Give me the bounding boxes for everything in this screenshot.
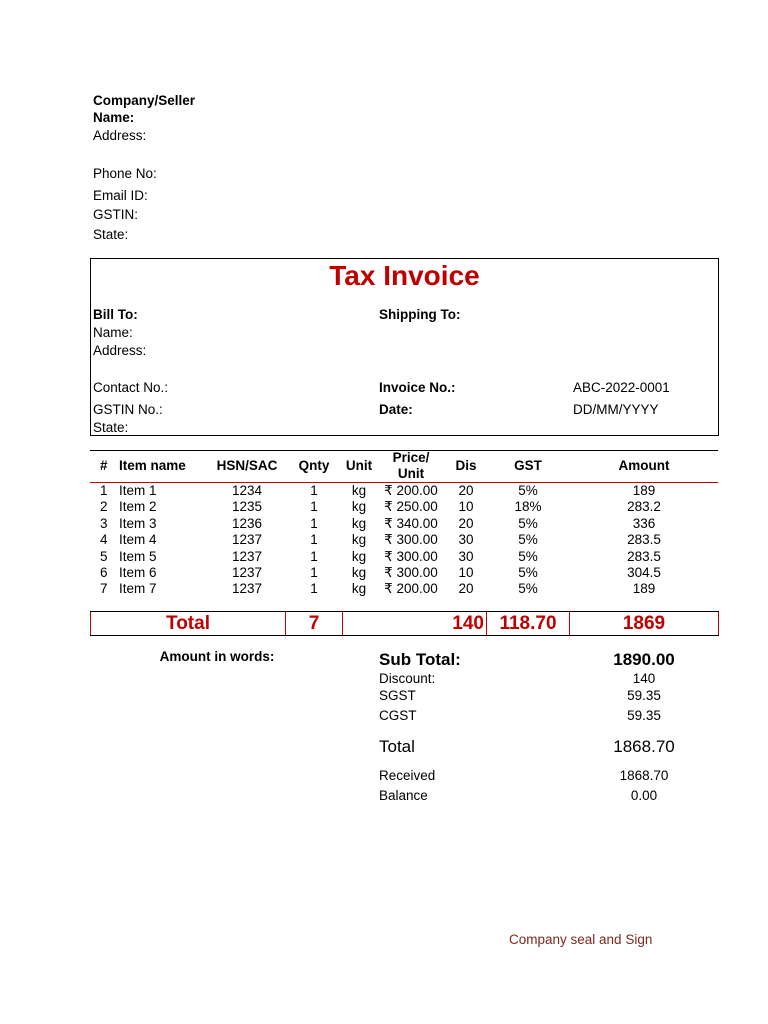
row-qty: 1 (310, 565, 318, 580)
bill-gstin-label: GSTIN No.: (93, 402, 163, 417)
grand-total-value: 1868.70 (613, 737, 675, 756)
bill-name-label: Name: (93, 325, 133, 340)
row-dis: 30 (458, 549, 474, 564)
total-gst: 118.70 (499, 613, 557, 634)
balance-value: 0.00 (630, 788, 658, 803)
row-hsn: 1237 (231, 532, 263, 547)
invoice-date-label: Date: (379, 402, 413, 417)
row-gst: 5% (518, 483, 538, 498)
header-unit: Unit (345, 458, 373, 473)
invoice-no-value: ABC-2022-0001 (573, 380, 670, 395)
total-divider (569, 611, 570, 636)
row-gst: 5% (518, 581, 538, 596)
row-amount: 283.2 (627, 499, 661, 514)
row-qty: 1 (310, 499, 318, 514)
invoice-title: Tax Invoice (329, 260, 480, 291)
bill-state-label: State: (93, 420, 129, 435)
shipping-to-label: Shipping To: (379, 307, 461, 322)
row-dis: 20 (458, 516, 474, 531)
row-dis: 10 (458, 565, 474, 580)
grand-total-label: Total (379, 737, 415, 756)
table-row (90, 483, 718, 499)
invoice-date-value: DD/MM/YYYY (573, 402, 659, 417)
row-num: 7 (100, 581, 108, 596)
header-amount: Amount (618, 458, 670, 473)
row-unit: kg (351, 483, 367, 498)
row-hsn: 1235 (231, 499, 263, 514)
row-price: ₹ 200.00 (384, 483, 438, 498)
row-amount: 283.5 (627, 532, 661, 547)
invoice-no-label: Invoice No.: (379, 380, 456, 395)
row-item: Item 2 (119, 499, 157, 514)
total-row-top-edge (90, 611, 719, 612)
total-dis: 140 (452, 613, 484, 634)
seller-state-label: State: (93, 227, 129, 242)
table-row (90, 549, 718, 565)
row-dis: 30 (458, 532, 474, 547)
row-unit: kg (351, 581, 367, 596)
row-unit: kg (351, 516, 367, 531)
header-dis: Dis (455, 458, 477, 473)
total-amount: 1869 (622, 613, 666, 634)
total-divider (285, 611, 286, 636)
header-price-line1: Price/ (392, 450, 430, 465)
row-dis: 10 (458, 499, 474, 514)
row-num: 5 (100, 549, 108, 564)
company-seal-sign: Company seal and Sign (509, 932, 653, 947)
header-item: Item name (119, 458, 186, 473)
row-hsn: 1237 (231, 565, 263, 580)
row-hsn: 1234 (231, 483, 263, 498)
table-row (90, 581, 718, 597)
row-unit: kg (351, 499, 367, 514)
row-item: Item 5 (119, 549, 157, 564)
total-divider (486, 611, 487, 636)
sgst-label: SGST (379, 688, 416, 703)
row-qty: 1 (310, 483, 318, 498)
row-amount: 189 (632, 483, 656, 498)
header-hsn: HSN/SAC (216, 458, 278, 473)
cgst-label: CGST (379, 708, 417, 723)
header-price-line2: Unit (397, 466, 425, 481)
row-num: 2 (100, 499, 108, 514)
row-hsn: 1237 (231, 549, 263, 564)
sub-total-label: Sub Total: (379, 650, 461, 669)
bill-contact-label: Contact No.: (93, 380, 169, 395)
row-hsn: 1237 (231, 581, 263, 596)
row-amount: 336 (632, 516, 656, 531)
row-gst: 5% (518, 565, 538, 580)
row-qty: 1 (310, 516, 318, 531)
total-label: Total (166, 613, 210, 634)
row-price: ₹ 300.00 (384, 549, 438, 564)
balance-label: Balance (379, 788, 428, 803)
row-item: Item 3 (119, 516, 157, 531)
seller-name-label: Name: (93, 110, 135, 125)
received-value: 1868.70 (619, 768, 669, 783)
discount-label: Discount: (379, 671, 436, 686)
row-price: ₹ 250.00 (384, 499, 438, 514)
table-row (90, 516, 718, 532)
row-price: ₹ 200.00 (384, 581, 438, 596)
seller-phone-label: Phone No: (93, 166, 157, 181)
row-unit: kg (351, 565, 367, 580)
row-amount: 189 (632, 581, 656, 596)
row-price: ₹ 300.00 (384, 532, 438, 547)
total-qty: 7 (308, 613, 320, 634)
bill-to-label: Bill To: (93, 307, 138, 322)
row-hsn: 1236 (231, 516, 263, 531)
row-dis: 20 (458, 581, 474, 596)
seller-email-label: Email ID: (93, 188, 148, 203)
header-qty: Qnty (298, 458, 330, 473)
table-row (90, 532, 718, 548)
row-item: Item 7 (119, 581, 157, 596)
received-label: Received (379, 768, 436, 783)
amount-in-words-label: Amount in words: (159, 649, 275, 664)
row-qty: 1 (310, 581, 318, 596)
row-num: 1 (100, 483, 108, 498)
total-divider (342, 611, 343, 636)
row-num: 4 (100, 532, 108, 547)
row-num: 3 (100, 516, 108, 531)
bill-address-label: Address: (93, 343, 147, 358)
row-qty: 1 (310, 532, 318, 547)
header-gst: GST (514, 458, 542, 473)
row-amount: 283.5 (627, 549, 661, 564)
row-gst: 18% (514, 499, 542, 514)
row-amount: 304.5 (627, 565, 661, 580)
sub-total-value: 1890.00 (613, 650, 675, 669)
total-row-bottom-edge (90, 635, 719, 636)
table-row (90, 499, 718, 515)
row-gst: 5% (518, 516, 538, 531)
row-unit: kg (351, 532, 367, 547)
row-unit: kg (351, 549, 367, 564)
row-price: ₹ 300.00 (384, 565, 438, 580)
row-gst: 5% (518, 549, 538, 564)
seller-address-label: Address: (93, 128, 147, 143)
row-item: Item 6 (119, 565, 157, 580)
row-qty: 1 (310, 549, 318, 564)
row-num: 6 (100, 565, 108, 580)
cgst-value: 59.35 (627, 708, 661, 723)
row-gst: 5% (518, 532, 538, 547)
table-row (90, 565, 718, 581)
seller-gstin-label: GSTIN: (93, 207, 139, 222)
discount-value: 140 (632, 671, 656, 686)
row-dis: 20 (458, 483, 474, 498)
header-num: # (100, 458, 108, 473)
seller-company-label: Company/Seller (93, 93, 196, 108)
sgst-value: 59.35 (627, 688, 661, 703)
row-item: Item 1 (119, 483, 157, 498)
row-price: ₹ 340.00 (384, 516, 438, 531)
row-item: Item 4 (119, 532, 157, 547)
